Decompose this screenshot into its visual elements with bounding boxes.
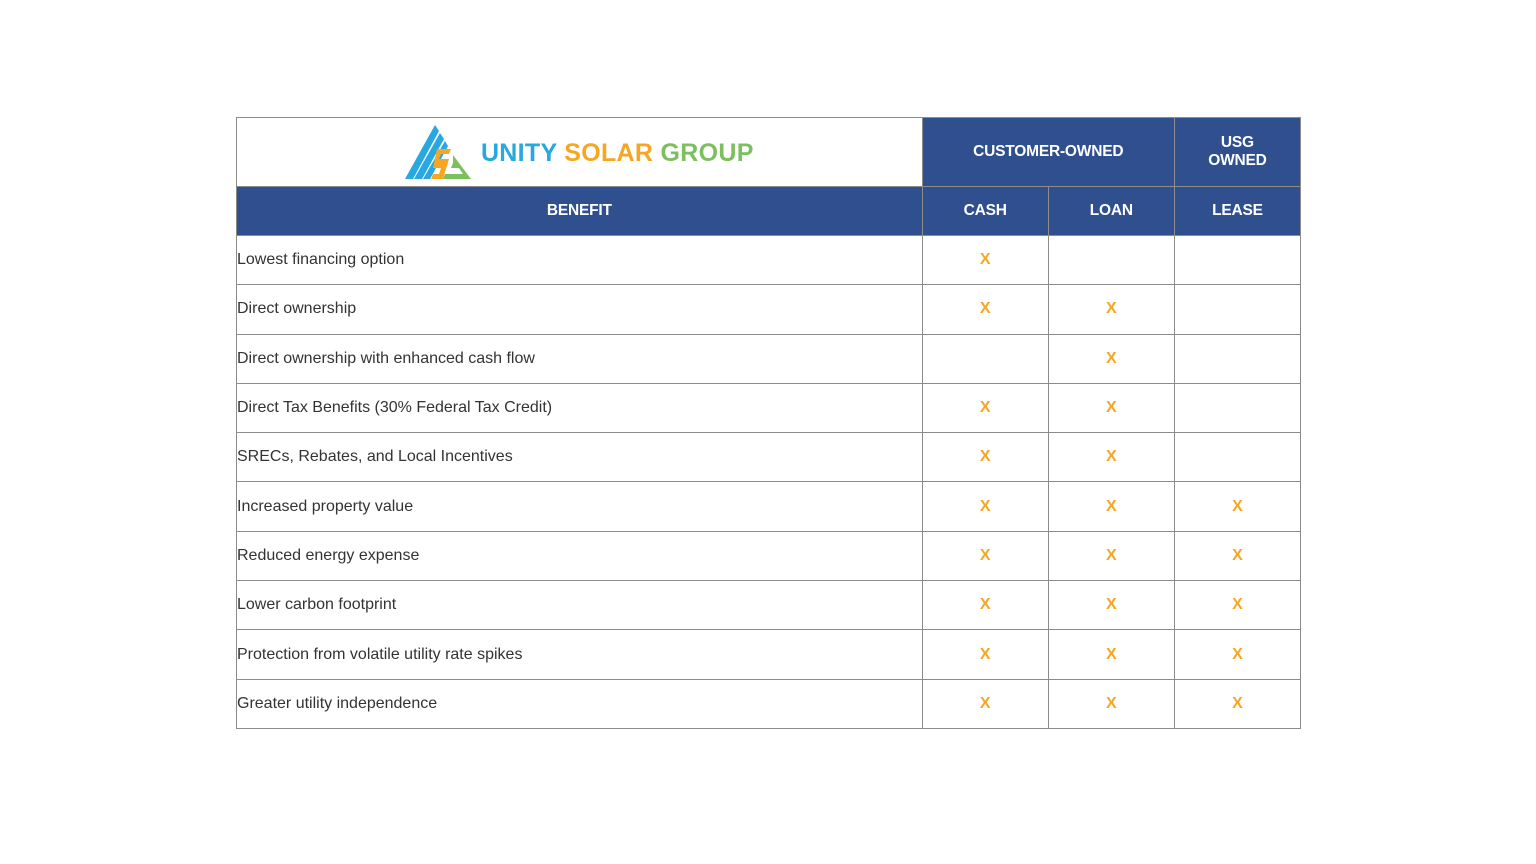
header-usg-owned: USG OWNED bbox=[1174, 118, 1300, 187]
table-row bbox=[237, 482, 1301, 531]
brand-logo bbox=[237, 123, 922, 181]
cash-mark: X bbox=[922, 236, 1048, 285]
benefit-label: Greater utility independence bbox=[237, 679, 923, 728]
lease-mark: X bbox=[1174, 679, 1300, 728]
loan-mark bbox=[1048, 236, 1174, 285]
table-row bbox=[237, 433, 1301, 482]
lease-mark bbox=[1174, 285, 1300, 334]
table-row bbox=[237, 334, 1301, 383]
header-row-columns bbox=[237, 187, 1301, 236]
loan-mark: X bbox=[1048, 383, 1174, 432]
lease-mark bbox=[1174, 334, 1300, 383]
loan-mark: X bbox=[1048, 531, 1174, 580]
cash-mark: X bbox=[922, 482, 1048, 531]
table-row bbox=[237, 285, 1301, 334]
lease-mark: X bbox=[1174, 581, 1300, 630]
table-row bbox=[237, 679, 1301, 728]
benefit-label: Reduced energy expense bbox=[237, 531, 923, 580]
logo-cell bbox=[237, 118, 923, 187]
header-lease: LEASE bbox=[1174, 187, 1300, 236]
cash-mark: X bbox=[922, 433, 1048, 482]
benefit-label: Protection from volatile utility rate spikes bbox=[237, 630, 923, 679]
benefit-label: Lowest financing option bbox=[237, 236, 923, 285]
lease-mark: X bbox=[1174, 531, 1300, 580]
cash-mark: X bbox=[922, 531, 1048, 580]
table-row bbox=[237, 581, 1301, 630]
loan-mark: X bbox=[1048, 285, 1174, 334]
table-row bbox=[237, 531, 1301, 580]
benefit-label: SRECs, Rebates, and Local Incentives bbox=[237, 433, 923, 482]
loan-mark: X bbox=[1048, 433, 1174, 482]
cash-mark: X bbox=[922, 285, 1048, 334]
cash-mark: X bbox=[922, 383, 1048, 432]
header-cash: CASH bbox=[922, 187, 1048, 236]
cash-mark: X bbox=[922, 630, 1048, 679]
usg-triangle-logo-icon bbox=[405, 123, 471, 181]
header-loan: LOAN bbox=[1048, 187, 1174, 236]
benefit-label: Direct ownership bbox=[237, 285, 923, 334]
cash-mark: X bbox=[922, 679, 1048, 728]
table-row bbox=[237, 383, 1301, 432]
header-row-groups bbox=[237, 118, 1301, 187]
benefit-label: Lower carbon footprint bbox=[237, 581, 923, 630]
loan-mark: X bbox=[1048, 679, 1174, 728]
benefit-label: Increased property value bbox=[237, 482, 923, 531]
table-row bbox=[237, 630, 1301, 679]
table-row bbox=[237, 236, 1301, 285]
lease-mark bbox=[1174, 383, 1300, 432]
lease-mark bbox=[1174, 236, 1300, 285]
loan-mark: X bbox=[1048, 482, 1174, 531]
loan-mark: X bbox=[1048, 334, 1174, 383]
loan-mark: X bbox=[1048, 581, 1174, 630]
benefit-label: Direct Tax Benefits (30% Federal Tax Credit) bbox=[237, 383, 923, 432]
lease-mark bbox=[1174, 433, 1300, 482]
brand-name: UNITY SOLAR GROUP bbox=[480, 138, 754, 167]
header-customer-owned: CUSTOMER-OWNED bbox=[922, 118, 1174, 187]
cash-mark bbox=[922, 334, 1048, 383]
financing-comparison-table bbox=[236, 117, 1301, 729]
header-benefit: BENEFIT bbox=[237, 187, 923, 236]
lease-mark: X bbox=[1174, 630, 1300, 679]
loan-mark: X bbox=[1048, 630, 1174, 679]
lease-mark: X bbox=[1174, 482, 1300, 531]
benefit-label: Direct ownership with enhanced cash flow bbox=[237, 334, 923, 383]
cash-mark: X bbox=[922, 581, 1048, 630]
